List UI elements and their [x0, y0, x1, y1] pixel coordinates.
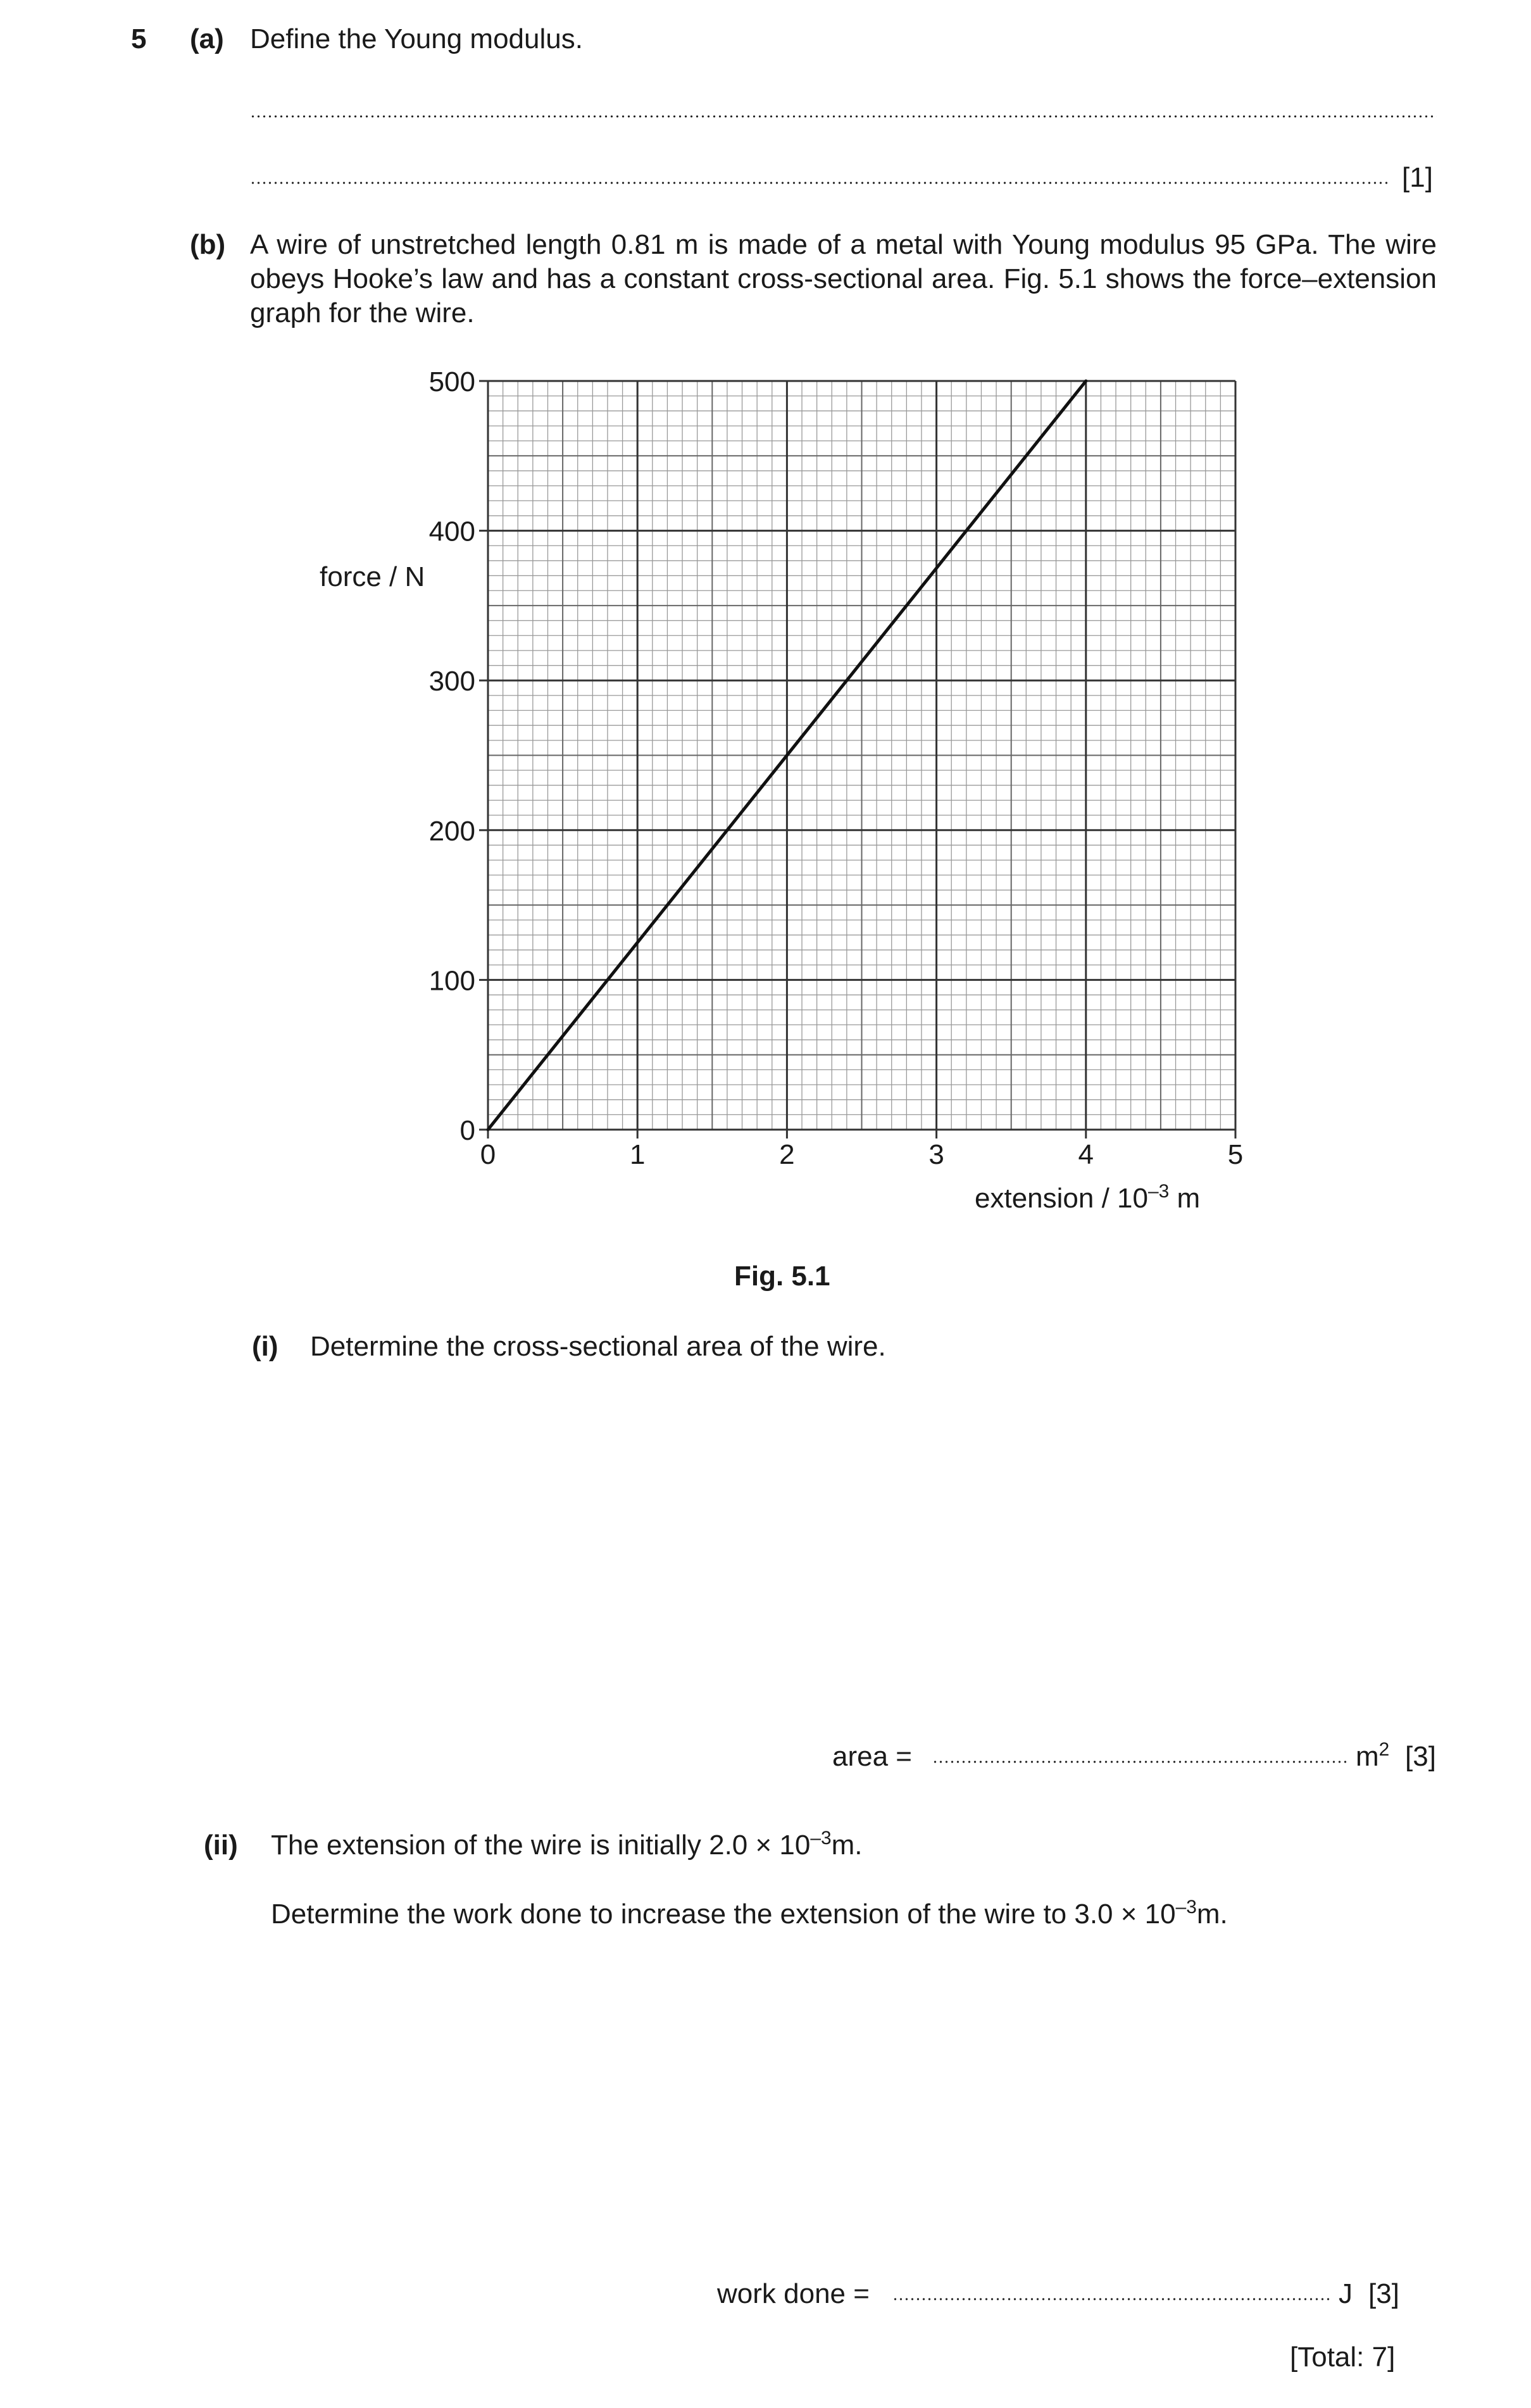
area-answer-field[interactable]: [932, 1761, 1347, 1763]
x-tick-label: 3: [928, 1139, 944, 1170]
question-total: [Total: 7]: [1290, 2342, 1396, 2373]
part-b-text: A wire of unstretched length 0.81 m is made of a metal with Young modulus 95 GPa. The wire obeys Hooke’s law and has a constant cross-sectional area. Fig. 5.1 shows the force–extension graph for the wire.: [250, 229, 1437, 328]
sub-ii-label: (ii): [204, 1830, 238, 1861]
x-tick-label: 1: [629, 1139, 646, 1170]
area-answer-unit: $m^2$: [1356, 1738, 1390, 1772]
part-a-text: Define the Young modulus.: [250, 23, 583, 54]
x-axis-label: extension / $10^{-3}$ m: [975, 1180, 1201, 1214]
y-tick-label: 0: [459, 1115, 475, 1146]
x-tick-label: 0: [480, 1139, 496, 1170]
y-tick-label: 300: [428, 666, 475, 697]
question-number: 5: [131, 23, 147, 54]
x-tick-label: 5: [1227, 1139, 1244, 1170]
part-b-label: (b): [190, 229, 226, 260]
y-axis-label: force / N: [320, 561, 425, 592]
y-tick-label: 200: [428, 815, 475, 847]
work-done-answer-prefix: work done =: [717, 2278, 870, 2309]
work-done-answer-unit: J: [1339, 2278, 1353, 2309]
part-a-label: (a): [190, 23, 224, 54]
sub-i-label: (i): [252, 1331, 278, 1362]
sub-ii-line2: Determine the work done to increase the extension of the wire to $3.0 \times 10^{-3}m$.: [271, 1896, 1228, 1930]
y-tick-label: 500: [428, 366, 475, 397]
work-done-answer-field[interactable]: [892, 2298, 1332, 2300]
figure-caption: Fig. 5.1: [734, 1261, 830, 1292]
area-answer-prefix: area =: [832, 1741, 912, 1772]
sub-i-text: Determine the cross-sectional area of the wire.: [310, 1331, 886, 1362]
sub-ii-line1: The extension of the wire is initially $2.0 \times 10^{-3}m$.: [271, 1827, 863, 1861]
part-a-marks: [1]: [1402, 162, 1433, 193]
y-tick-label: 100: [428, 965, 475, 997]
y-tick-label: 400: [428, 516, 475, 547]
x-tick-label: 4: [1078, 1139, 1094, 1170]
x-tick-label: 2: [779, 1139, 795, 1170]
sub-i-marks: [3]: [1405, 1741, 1436, 1772]
sub-ii-marks: [3]: [1368, 2278, 1399, 2309]
